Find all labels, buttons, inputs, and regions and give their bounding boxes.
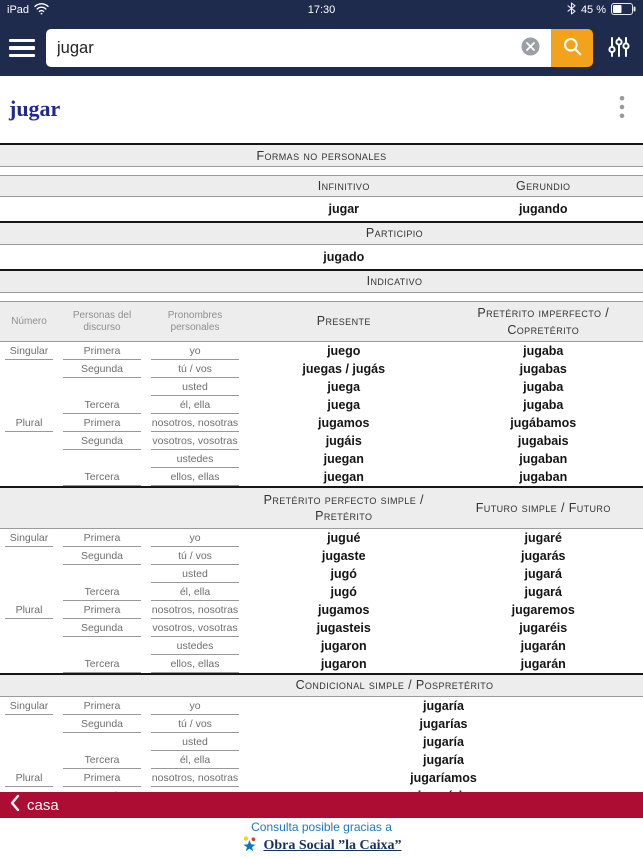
verb-form: jugaban [519,452,568,466]
verb-form: jugaré [524,531,562,545]
conjugation-row [0,414,643,432]
tense-header-label: Presente [316,314,371,329]
conjugation-row [0,342,643,360]
verb-form: jugarías [419,717,468,731]
lacaixa-star-icon [241,835,258,857]
conjugation-row [0,378,643,396]
conjugation-row [0,583,643,601]
tense-header-label: Futuro simple / Futuro [475,500,611,515]
verb-form: jugarán [520,657,566,671]
persona-cell: Tercera [63,468,141,486]
filter-button[interactable] [604,35,634,62]
pronombre-cell: ustedes [151,450,239,468]
verb-form: jugaríamos [410,771,477,785]
pronombre-cell: él, ella [151,583,239,601]
pronombre-cell: ellos, ellas [151,655,239,673]
conjugation-row [0,697,643,715]
chevron-left-icon [9,794,20,817]
numero-cell: Plural [5,414,53,432]
verb-form: jugarán [520,639,566,653]
gerundio-form: jugando [518,202,568,216]
formas-no-personales-band [0,145,643,167]
indicativo-label: Indicativo [366,274,423,289]
vertical-dots-icon [619,95,625,122]
conjugation-row [0,619,643,637]
pronombre-cell: tú / vos [151,360,239,378]
pronombre-cell: yo [151,529,239,547]
numero-cell [5,360,53,378]
status-bar-center [217,4,427,16]
back-button[interactable] [0,792,643,818]
numero-cell [5,751,53,769]
tense-header-row [0,675,643,697]
pronombre-cell: usted [151,565,239,583]
verb-form: jugó [330,567,357,581]
battery-percent-label: 45 % [580,4,607,16]
conjugation-row [0,396,643,414]
headword: jugar [9,95,61,121]
numero-cell: Singular [5,342,53,360]
verb-form: jugaron [320,639,367,653]
pronombre-cell: tú / vos [151,547,239,565]
clock-label: 17:30 [307,4,336,16]
pronombre-cell: ustedes [151,637,239,655]
word-header [0,76,643,126]
column-header-pronombres: Pronombres personales [167,309,223,333]
verb-form: jugaría [423,753,464,767]
sponsor-footer [0,818,643,858]
verb-form: jugó [330,585,357,599]
participio-form: jugado [323,250,365,264]
verb-form: jugasteis [316,621,371,635]
nav-bar [0,20,643,76]
verb-form: jugabais [517,434,569,448]
status-bar [0,0,643,20]
verb-form: jugaba [523,380,564,394]
hamburger-menu-button[interactable] [9,39,35,58]
verb-form: jugará [524,567,562,581]
pronombre-cell: nosotros, nosotras [151,601,239,619]
persona-cell: Segunda [63,715,141,733]
status-bar-left [7,3,217,18]
persona-cell: Primera [63,601,141,619]
conjugation-row [0,655,643,673]
conjugation-row [0,751,643,769]
search-bar [46,29,593,67]
tense-header-row [0,488,643,529]
pronombre-cell: vosotros, vosotras [151,432,239,450]
numero-cell [5,565,53,583]
verb-form: jugábamos [510,416,577,430]
persona-cell: Tercera [63,583,141,601]
overflow-menu-button[interactable] [611,91,633,126]
clear-search-button[interactable] [521,37,540,59]
conjugation-row [0,565,643,583]
column-header-personas: Personas del discurso [72,309,132,333]
verb-form: juega [327,398,361,412]
verb-form: jugáis [325,434,362,448]
verb-form: jugaste [321,549,366,563]
verb-form: jugué [327,531,361,545]
table-gap [0,167,643,175]
verb-form: jugará [524,585,562,599]
conjugation-sections [0,293,643,805]
status-bar-right [426,2,636,18]
conjugation-row [0,637,643,655]
gerundio-label: Gerundio [516,178,571,193]
conjugation-row [0,601,643,619]
infinitivo-gerundio-forms-row [0,197,643,221]
conjugation-table [0,143,643,805]
verb-form: jugaba [523,398,564,412]
sliders-icon [606,35,632,62]
numero-cell [5,715,53,733]
conjugation-row [0,360,643,378]
clear-circle-icon [521,37,540,59]
pronombre-cell: él, ella [151,396,239,414]
verb-form: jugaron [320,657,367,671]
conjugation-row [0,769,643,787]
numero-cell [5,468,53,486]
verb-form: jugaba [523,344,564,358]
numero-cell [5,396,53,414]
search-button[interactable] [551,29,593,67]
numero-cell: Plural [5,769,53,787]
persona-cell: Tercera [63,655,141,673]
tense-header-label: Pretérito perfecto simple / Pretérito [263,492,424,523]
infinitivo-label: Infinitivo [317,178,370,193]
numero-cell [5,432,53,450]
tense-header-row [0,301,643,342]
pronombre-cell: usted [151,733,239,751]
conjugation-row [0,733,643,751]
pronombre-cell: usted [151,378,239,396]
pronombre-cell: vosotros, vosotras [151,619,239,637]
verb-form: juegas / jugás [302,362,386,376]
persona-cell: Tercera [63,396,141,414]
pronombre-cell: él, ella [151,751,239,769]
wifi-icon [34,3,49,18]
numero-cell [5,619,53,637]
search-input[interactable] [57,39,513,58]
search-field [46,29,551,67]
verb-form: juega [327,380,361,394]
bluetooth-icon [567,2,576,18]
verb-form: jugaría [423,735,464,749]
hamburger-icon-bar [9,46,35,49]
hamburger-icon [9,39,35,42]
verb-form: jugarás [521,549,566,563]
numero-cell [5,583,53,601]
participio-form-row [0,245,643,269]
verb-form: jugaréis [519,621,568,635]
numero-cell [5,378,53,396]
numero-cell [5,637,53,655]
numero-cell [5,547,53,565]
sponsor-link[interactable] [241,835,401,857]
persona-cell: Segunda [63,619,141,637]
participio-label: Participio [365,226,424,241]
conjugation-row [0,450,643,468]
conjugation-row [0,468,643,486]
conjugation-row [0,715,643,733]
verb-form: juegan [323,470,364,484]
numero-cell: Singular [5,529,53,547]
verb-form: juego [327,344,361,358]
pronombre-cell: nosotros, nosotras [151,414,239,432]
sponsor-link-text: Obra Social ”la Caixa” [263,837,402,853]
persona-cell [63,450,141,468]
conjugation-row [0,547,643,565]
article-content [0,76,643,805]
tense-header-label: Pretérito imperfecto / Copretérito [477,306,610,337]
conjugation-row [0,529,643,547]
battery-icon [611,3,636,18]
persona-cell: Tercera [63,751,141,769]
persona-cell: Segunda [63,432,141,450]
tense-header-label: Condicional simple / Pospretérito [295,678,494,693]
persona-cell [63,565,141,583]
pronombre-cell: tú / vos [151,715,239,733]
participio-header-row [0,223,643,245]
infinitivo-gerundio-header-row [0,175,643,197]
verb-form: jugabas [519,362,567,376]
persona-cell: Primera [63,342,141,360]
indicativo-band [0,271,643,293]
verb-form: jugaban [519,470,568,484]
persona-cell: Primera [63,529,141,547]
persona-cell [63,637,141,655]
hamburger-icon-bar [9,54,35,57]
verb-form: juegan [323,452,364,466]
back-label: casa [27,796,59,814]
verb-form: jugaremos [511,603,575,617]
numero-cell [5,655,53,673]
pronombre-cell: yo [151,342,239,360]
conjugation-row [0,432,643,450]
persona-cell: Primera [63,769,141,787]
persona-cell: Primera [63,697,141,715]
verb-form: jugamos [318,416,370,430]
column-header-numero: Número [11,315,47,327]
infinitivo-form: jugar [328,202,360,216]
verb-form: jugaría [423,699,464,713]
numero-cell: Singular [5,697,53,715]
verb-form: jugamos [318,603,370,617]
magnifier-icon [562,36,583,60]
persona-cell: Segunda [63,360,141,378]
persona-cell [63,378,141,396]
persona-cell [63,733,141,751]
formas-no-personales-label: Formas no personales [256,148,387,163]
numero-cell [5,450,53,468]
sponsor-intro-text: Consulta posible gracias a [251,819,392,834]
table-gap [0,293,643,301]
pronombre-cell: yo [151,697,239,715]
numero-cell: Plural [5,601,53,619]
pronombre-cell: ellos, ellas [151,468,239,486]
persona-cell: Primera [63,414,141,432]
carrier-label: iPad [7,4,30,16]
persona-cell: Segunda [63,547,141,565]
pronombre-cell: nosotros, nosotras [151,769,239,787]
numero-cell [5,733,53,751]
